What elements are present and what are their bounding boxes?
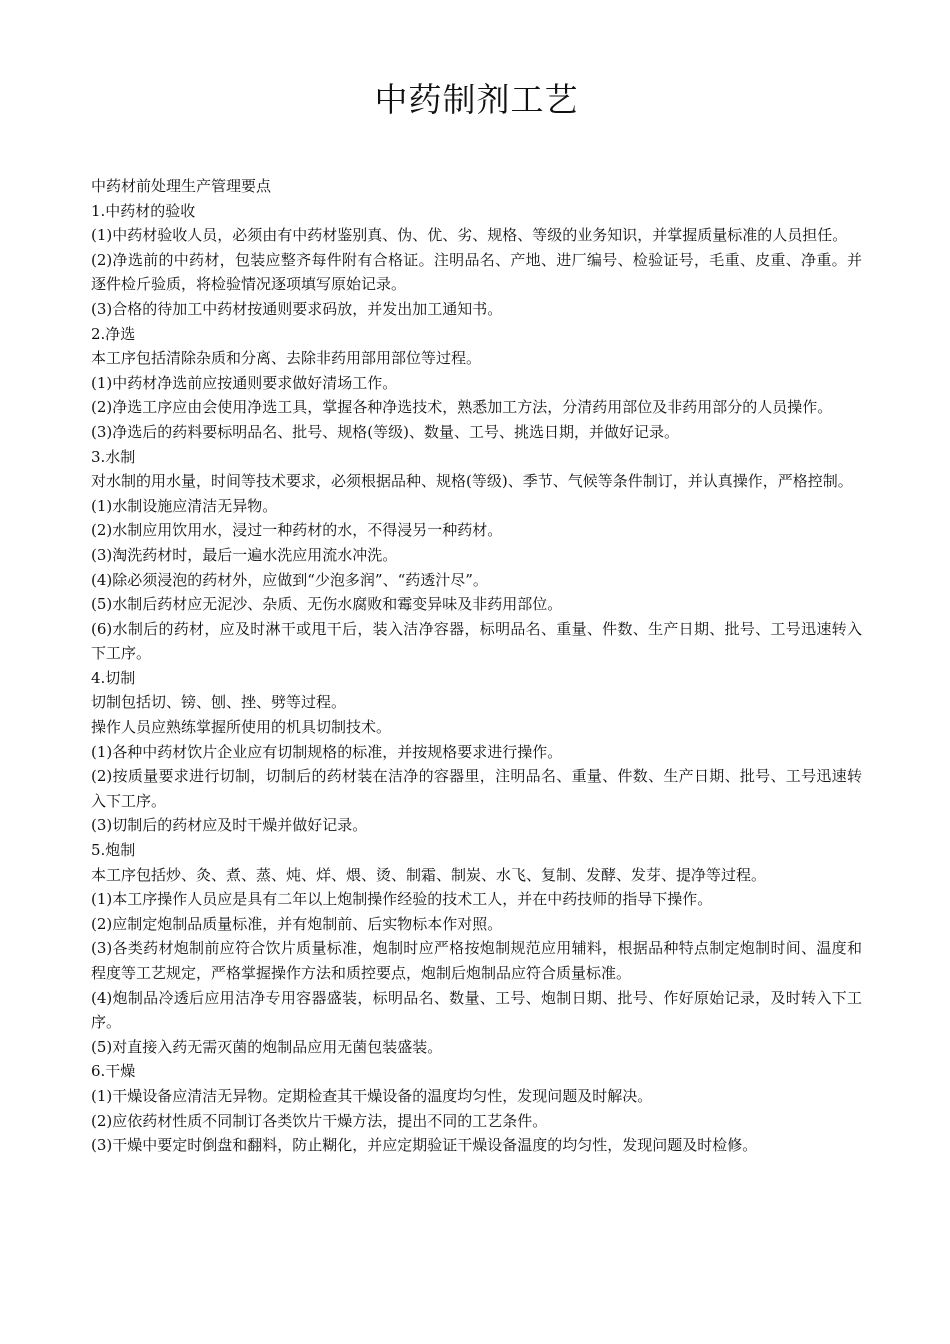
section-paragraph: (1)各种中药材饮片企业应有切制规格的标准，并按规格要求进行操作。 [91,742,563,761]
sections-container [91,199,862,1158]
section-paragraph: (3)切制后的药材应及时干燥并做好记录。 [91,816,368,835]
section-paragraph: (1)中药材净选前应按通则要求做好清场工作。 [91,373,398,392]
section-heading: 3.水制 [91,447,136,466]
section-heading: 2.净选 [91,324,136,343]
section-paragraph: (1)本工序操作人员应是具有二年以上炮制操作经验的技术工人，并在中药技师的指导下操作。 [91,890,713,909]
section-paragraph: 对水制的用水量，时间等技术要求，必须根据品种、规格(等级)、季节、气候等条件制订，并认真操作，严格控制。 [91,472,853,491]
section-paragraph: (3)净选后的药料要标明品名、批号、规格(等级)、数量、工号、挑选日期，并做好记录。 [91,422,679,441]
section-paragraph: (1)水制设施应清洁无异物。 [91,496,278,515]
section-paragraph: (2)应依药材性质不同制订各类饮片干燥方法，提出不同的工艺条件。 [91,1111,548,1130]
section-paragraph: (4)除必须浸泡的药材外，应做到“少泡多润”、“药透汁尽”。 [91,570,488,589]
document-body [91,174,862,1158]
section-paragraph: (2)应制定炮制品质量标准，并有炮制前、后实物标本作对照。 [91,914,503,933]
section-paragraph: (2)净选前的中药材，包装应整齐每件附有合格证。注明品名、产地、进厂编号、检验证号，毛重、皮重、净重。并逐件检斤验质，将检验情况逐项填写原始记录。 [91,250,862,294]
section-paragraph: 本工序包括清除杂质和分离、去除非药用部用部位等过程。 [91,349,482,368]
section-heading: 1.中药材的验收 [91,201,196,220]
section-paragraph: (2)净选工序应由会使用净选工具，掌握各种净选技术，熟悉加工方法，分清药用部位及非药用部分的人员操作。 [91,398,833,417]
section-paragraph: (3)干燥中要定时倒盘和翻料，防止糊化，并应定期验证干燥设备温度的均匀性，发现问题及时检修。 [91,1136,758,1155]
section-paragraph: (2)按质量要求进行切制，切制后的药材装在洁净的容器里，注明品名、重量、件数、生产日期、批号、工号迅速转入下工序。 [91,767,862,810]
section-paragraph: 切制包括切、镑、刨、挫、劈等过程。 [91,693,347,712]
section-paragraph: (1)中药材验收人员，必须由有中药材鉴别真、伪、优、劣、规格、等级的业务知识，并掌握质量标准的人员担任。 [91,226,848,245]
section-heading: 6.干燥 [91,1062,136,1081]
section-paragraph: 操作人员应熟练掌握所使用的机具切制技术。 [91,718,392,737]
section-paragraph: (5)对直接入药无需灭菌的炮制品应用无菌包装盛装。 [91,1037,443,1056]
section-paragraph: (6)水制后的药材，应及时淋干或甩干后，装入洁净容器，标明品名、重量、件数、生产日期、批号、工号迅速转入下工序。 [91,619,862,663]
section-paragraph: (4)炮制品冷透后应用洁净专用容器盛装，标明品名、数量、工号、炮制日期、批号、作好原始记录，及时转入下工序。 [91,988,862,1032]
section-paragraph: (3)淘洗药材时，最后一遍水洗应用流水冲洗。 [91,545,398,564]
section-paragraph: (2)水制应用饮用水，浸过一种药材的水，不得浸另一种药材。 [91,521,503,540]
section-heading: 4.切制 [91,668,136,687]
document-subtitle: 中药材前处理生产管理要点 [91,177,272,195]
section-heading: 5.炮制 [91,841,136,860]
document-title: 中药制剂工艺 [374,80,579,119]
section-paragraph: (1)干燥设备应清洁无异物。定期检查其干燥设备的温度均匀性，发现问题及时解决。 [91,1086,653,1105]
section-paragraph: (5)水制后药材应无泥沙、杂质、无伤水腐败和霉变异味及非药用部位。 [91,595,563,614]
section-paragraph: (3)各类药材炮制前应符合饮片质量标准，炮制时应严格按炮制规范应用辅料，根据品种特点制定炮制时间、温度和程度等工艺规定，严格掌握操作方法和质控要点，炮制后炮制品应符合质量标准。 [91,939,862,982]
section-paragraph: (3)合格的待加工中药材按通则要求码放，并发出加工通知书。 [91,299,503,318]
section-paragraph: 本工序包括炒、灸、煮、蒸、炖、烊、煨、烫、制霜、制炭、水飞、复制、发酵、发芽、提净等过程。 [91,865,767,884]
